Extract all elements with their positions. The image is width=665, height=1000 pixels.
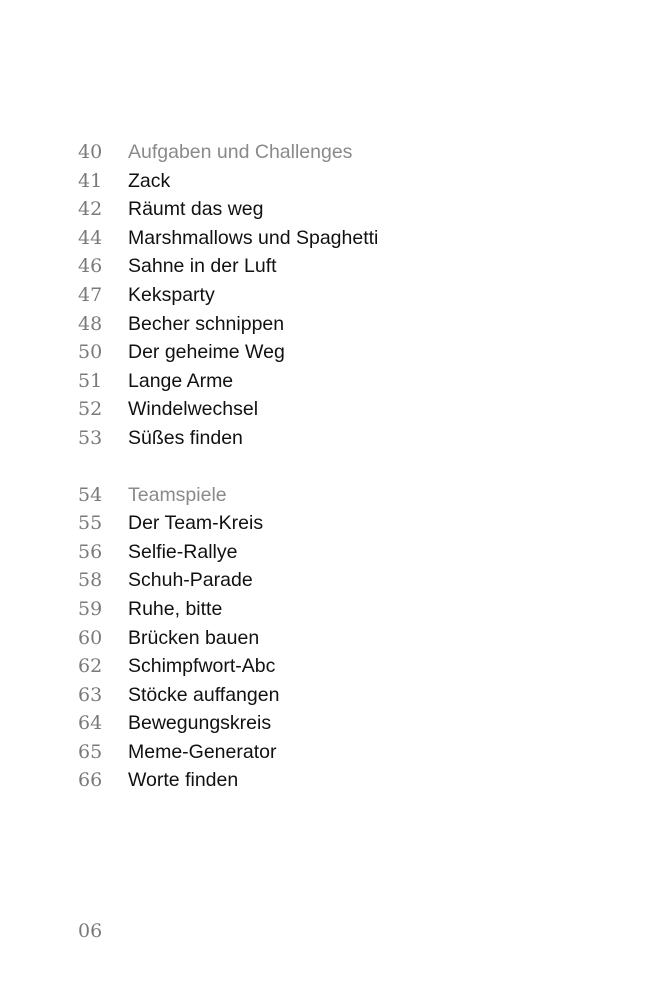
entry-title: Der geheime Weg (128, 341, 285, 364)
page-number: 51 (78, 369, 103, 392)
page-number: 63 (78, 683, 103, 706)
toc-entry (78, 766, 638, 795)
entry-title: Schimpfwort-Abc (128, 655, 276, 678)
page-number: 60 (78, 626, 103, 649)
toc-entry (78, 167, 638, 196)
toc-entry (78, 709, 638, 738)
page-number: 56 (78, 540, 103, 563)
entry-title: Der Team-Kreis (128, 512, 264, 535)
toc-section-aufgaben (78, 138, 638, 453)
toc-entry (78, 595, 638, 624)
toc-entry (78, 338, 638, 367)
toc-entry (78, 566, 638, 595)
entry-title: Selfie-Rallye (128, 540, 238, 563)
page-number: 50 (78, 341, 103, 364)
page-number: 41 (78, 169, 103, 192)
toc-entry (78, 367, 638, 396)
page-number: 42 (78, 198, 103, 221)
page-number: 53 (78, 426, 103, 449)
page-number: 59 (78, 597, 103, 620)
section-heading (78, 138, 638, 167)
toc-entry (78, 252, 638, 281)
page-number: 48 (78, 312, 103, 335)
toc-section-teamspiele (78, 481, 638, 796)
entry-title: Ruhe, bitte (128, 597, 223, 620)
toc-entry (78, 195, 638, 224)
entry-title: Worte finden (128, 769, 239, 792)
table-of-contents (78, 138, 638, 795)
entry-title: Süßes finden (128, 426, 243, 449)
entry-title: Marshmallows und Spaghetti (128, 226, 379, 249)
section-title: Aufgaben und Challenges (128, 141, 353, 163)
page-number: 46 (78, 255, 103, 278)
toc-entry (78, 681, 638, 710)
page-number: 44 (78, 226, 103, 249)
toc-entry (78, 310, 638, 339)
folio-page-number: 06 (78, 920, 103, 942)
page-number: 62 (78, 655, 103, 678)
entry-title: Schuh-Parade (128, 569, 253, 592)
page-number: 52 (78, 398, 103, 421)
toc-entry (78, 281, 638, 310)
toc-entry (78, 424, 638, 453)
section-heading (78, 481, 638, 510)
toc-entry (78, 738, 638, 767)
entry-title: Zack (128, 169, 171, 192)
toc-entry (78, 509, 638, 538)
toc-entry (78, 538, 638, 567)
entry-title: Keksparty (128, 283, 215, 306)
toc-entry (78, 224, 638, 253)
entry-title: Räumt das weg (128, 198, 264, 221)
entry-title: Becher schnippen (128, 312, 285, 335)
page-number: 58 (78, 569, 103, 592)
page-number: 40 (78, 141, 103, 163)
page-number: 64 (78, 712, 103, 735)
entry-title: Bewegungskreis (128, 712, 272, 735)
entry-title: Windelwechsel (128, 398, 259, 421)
entry-title: Sahne in der Luft (128, 255, 277, 278)
toc-entry (78, 395, 638, 424)
page-number: 54 (78, 483, 103, 506)
entry-title: Lange Arme (128, 369, 234, 392)
toc-entry (78, 652, 638, 681)
page-number: 65 (78, 740, 103, 763)
page-number: 66 (78, 769, 103, 792)
page-number: 47 (78, 283, 103, 306)
toc-entry (78, 624, 638, 653)
entry-title: Meme-Generator (128, 740, 277, 763)
section-title: Teamspiele (128, 483, 227, 506)
page-number: 55 (78, 512, 103, 535)
entry-title: Brücken bauen (128, 626, 260, 649)
entry-title: Stöcke auffangen (128, 683, 280, 706)
